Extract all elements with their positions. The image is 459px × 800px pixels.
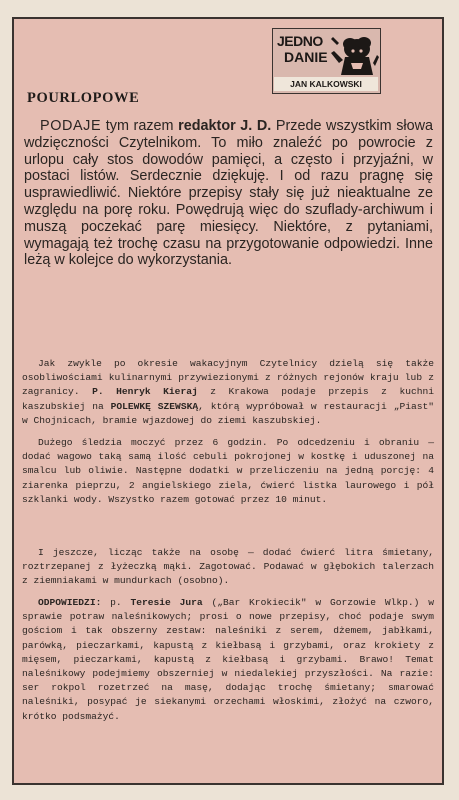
- logo-line2: DANIE: [284, 49, 328, 65]
- p2-author-name: P. Henryk Kieraj: [92, 386, 198, 398]
- p3-text: Dużego śledzia moczyć przez 6 godzin. Po odcedzeniu i obraniu — dodać wagowo taką samą ilość cebuli pokrojonej w kostkę i uduszonej na smalcu lub oliwie. Następne dodatki w przeliczeniu na jedną porcję: 4 ziarenka pieprzu, 2 angielskiego ziela, ćwierć listka laurowego i pół szklanki wody. Wszystko razem gotować przez 10 minut.: [22, 437, 434, 505]
- p2-text3: , którą wypróbował w restauracji „Piast" w Chojnicach, bramie wjazdowej do ziemi kaszubskiej.: [22, 400, 434, 426]
- intro-bold: redaktor J. D.: [178, 118, 272, 134]
- p4-text: I jeszcze, licząc także na osobę — dodać ćwierć litra śmietany, roztrzepanej z łyżeczką mąki. Zagotować. Podawać w głębokich talerzach z ziemniakami w mundurkach (osobno).: [22, 547, 434, 587]
- p2-dish-name: POLEWKĘ SZEWSKĄ: [110, 400, 199, 412]
- column-logo: [272, 28, 381, 94]
- p5-recipient-name: Teresie Jura: [130, 597, 203, 608]
- paragraph-recipe-finish: [22, 546, 434, 589]
- logo-author: JAN KALKOWSKI: [274, 77, 378, 91]
- intro-text2: Przede wszystkim słowa wdzięczności Czytelnikom. To miło znaleźć po powrocie z urlopu cały stos dowodów pamięci, a często i przyjaźni, w postaci listów. Serdecznie dziękuję. I od razu pragnę się usprawiedliwić. Niektóre przepisy stały się już nieaktualne ze względu na porę roku. Powędrują więc do szuflady-archiwum i muszą poczekać parę miesięcy. Niektóre, z pytaniami, wymagają też trochę czasu na przygotowanie odpowiedzi. Inne leżą w kolejce do wykorzystania.: [24, 118, 433, 269]
- intro-text1: tym razem: [101, 118, 179, 134]
- p5-text2: („Bar Krokiecik" w Gorzowie Wlkp.) w sprawie potraw naleśnikowych; prosi o nowe przepisy, choć podaje swym gościom i tak obszerny zestaw: naleśniki z serem, dżemem, jabłkami, parówką, pieczarkami, kapustą z kiełbasą i grzybami, oraz krokiety z mięsem, pieczarkami, kapustą z kiełbasą i grzybami. Brawo! Temat naleśnikowy podejmiemy obszerniej w niedalekiej przyszłości. Na razie: ser rokpol rozetrzeć na masę, dodając trochę śmietany; smarować naleśniki, posypać je siekanymi orzechami włoskimi, złożyć na czworo, krótko podsmażyć.: [22, 597, 434, 722]
- paragraph-answers: [22, 596, 434, 724]
- p2-text1: Jak zwykle po okresie wakacyjnym Czytelnicy dzielą się także osobliwościami kulinarnymi przywiezionymi z różnych rejonów kraju lub z zagranicy.: [22, 358, 434, 398]
- p2-text2: z Krakowa podaje przepis z kuchni kaszubskiej na: [22, 386, 434, 412]
- paragraph-recipe-steps: [22, 436, 434, 507]
- intro-paragraph: [24, 118, 433, 269]
- paragraph-recipe-intro: [22, 357, 434, 428]
- intro-lead: PODAJE: [40, 118, 102, 134]
- article-title: POURLOPOWE: [27, 90, 140, 106]
- p5-text1: p.: [101, 597, 131, 608]
- answers-label: ODPOWIEDZI:: [38, 597, 102, 608]
- logo-line1: JEDNO: [277, 33, 323, 49]
